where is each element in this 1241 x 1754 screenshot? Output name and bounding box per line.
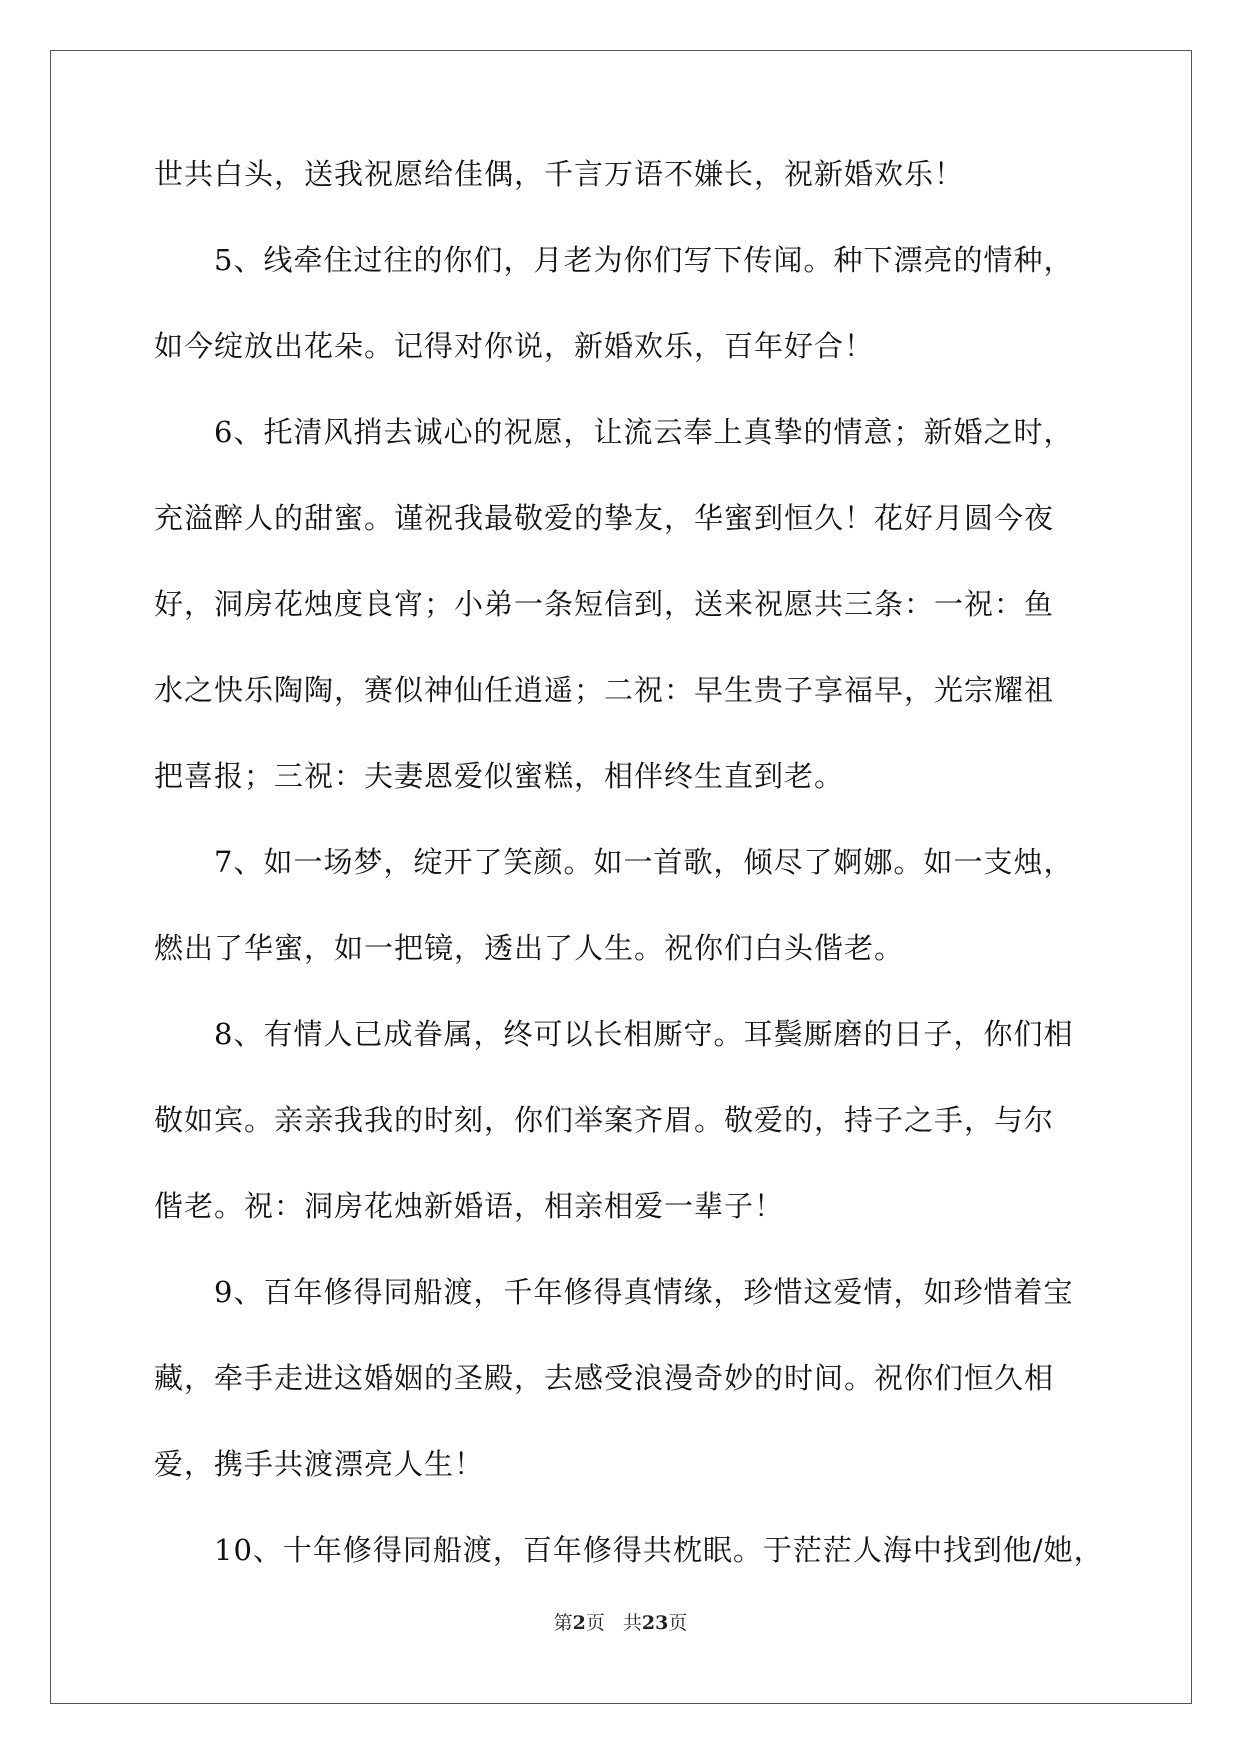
page-prefix: 第 — [553, 1612, 573, 1634]
text-line: 8、有情人已成眷属，终可以长相厮守。耳鬓厮磨的日子，你们相 — [154, 1017, 1074, 1051]
page-footer — [0, 1608, 1241, 1635]
text-line: 6、托清风捎去诚心的祝愿，让流云奉上真挚的情意；新婚之时， — [154, 415, 1074, 449]
text-line: 世共白头，送我祝愿给佳偶，千言万语不嫌长，祝新婚欢乐！ — [154, 157, 965, 191]
text-line: 燃出了华蜜，如一把镜，透出了人生。祝你们白头偕老。 — [154, 931, 905, 965]
text-line: 7、如一场梦，绽开了笑颜。如一首歌，倾尽了婀娜。如一支烛， — [154, 845, 1074, 879]
document-body — [154, 154, 1104, 1616]
text-line: 9、百年修得同船渡，千年修得真情缘，珍惜这爱情，如珍惜着宝 — [154, 1275, 1074, 1309]
text-line: 充溢醉人的甜蜜。谨祝我最敬爱的挚友，华蜜到恒久！花好月圆今夜 — [154, 501, 1055, 535]
text-line: 藏，牵手走进这婚姻的圣殿，去感受浪漫奇妙的时间。祝你们恒久相 — [154, 1361, 1055, 1395]
total-prefix: 共 — [622, 1612, 642, 1634]
text-line: 5、线牵住过往的你们，月老为你们写下传闻。种下漂亮的情种， — [154, 243, 1074, 277]
page-unit: 页 — [585, 1612, 605, 1634]
text-line: 把喜报；三祝：夫妻恩爱似蜜糕，相伴终生直到老。 — [154, 759, 845, 793]
text-line: 如今绽放出花朵。记得对你说，新婚欢乐，百年好合！ — [154, 329, 875, 363]
text-line: 好，洞房花烛度良宵；小弟一条短信到，送来祝愿共三条：一祝：鱼 — [154, 587, 1055, 621]
text-line: 水之快乐陶陶，赛似神仙任逍遥；二祝：早生贵子享福早，光宗耀祖 — [154, 673, 1055, 707]
current-page-number: 2 — [572, 1612, 586, 1634]
text-line: 偕老。祝：洞房花烛新婚语，相亲相爱一辈子！ — [154, 1189, 785, 1223]
total-unit: 页 — [668, 1612, 688, 1634]
text-line: 10、十年修得同船渡，百年修得共枕眠。于茫茫人海中找到他/她， — [154, 1533, 1104, 1567]
text-line: 爱，携手共渡漂亮人生！ — [154, 1447, 485, 1481]
text-line: 敬如宾。亲亲我我的时刻，你们举案齐眉。敬爱的，持子之手，与尔 — [154, 1103, 1055, 1137]
total-page-count: 23 — [641, 1612, 669, 1634]
